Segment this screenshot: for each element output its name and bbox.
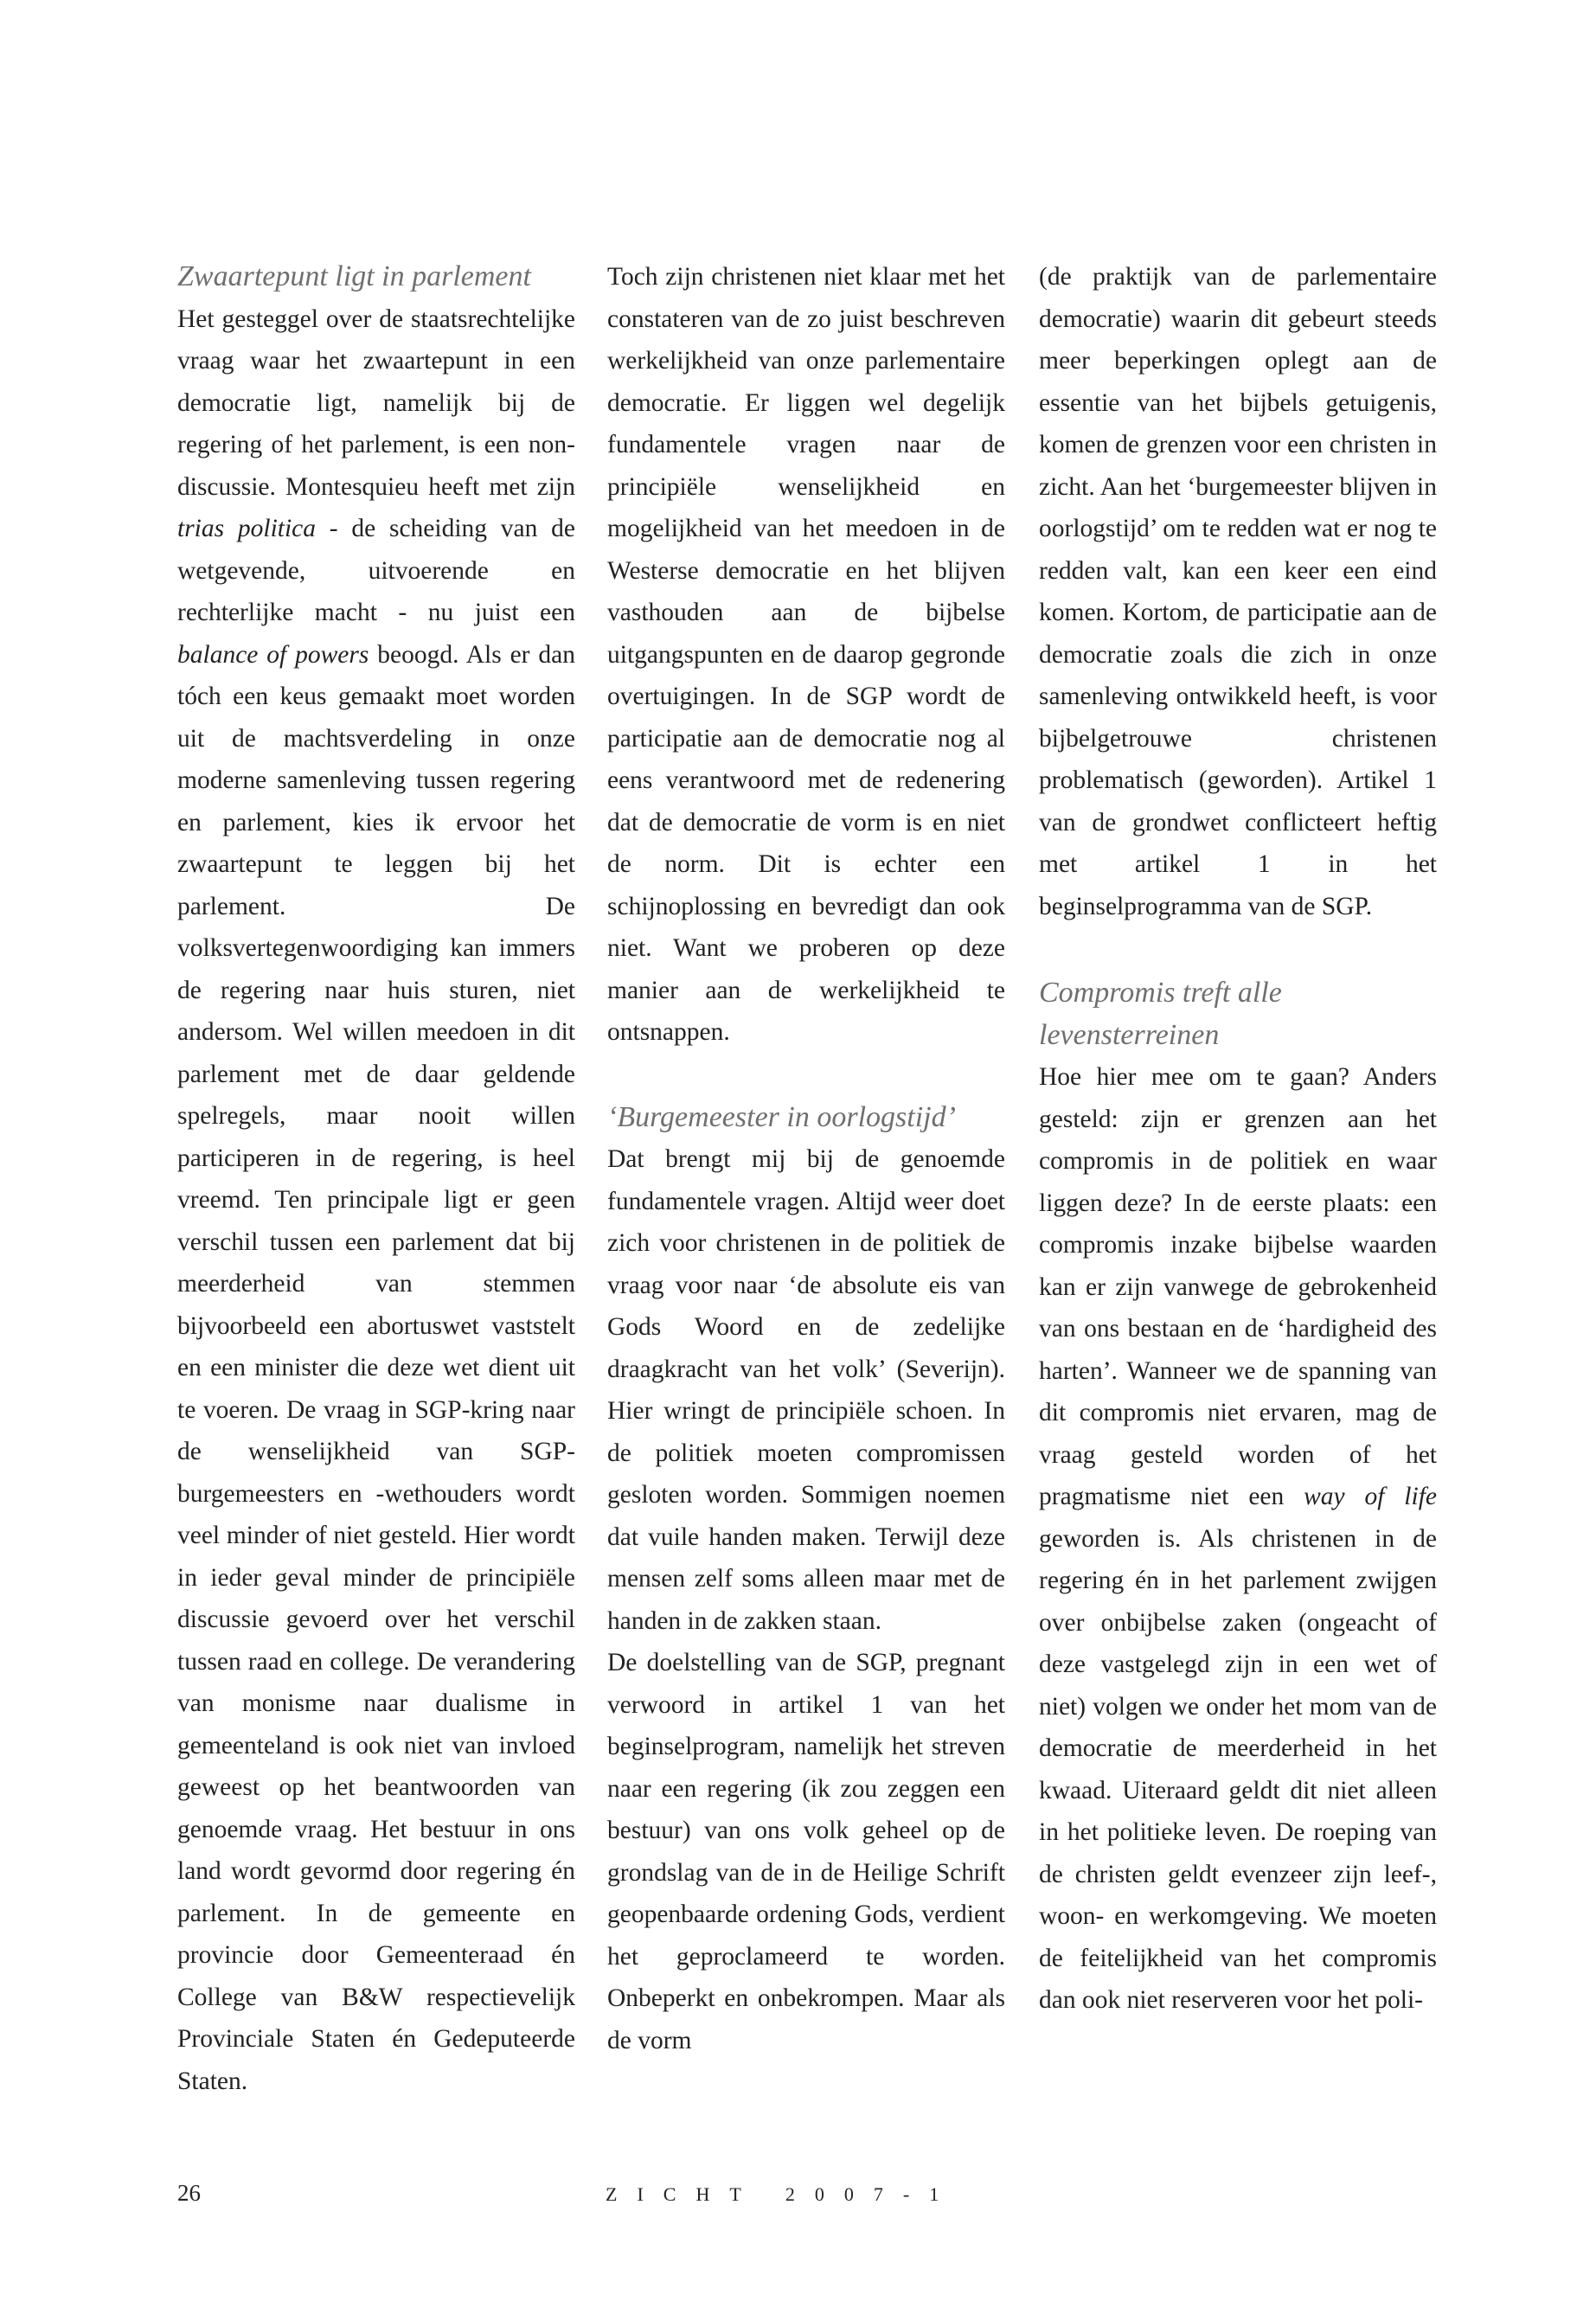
body-paragraph: (de praktijk van de parlementaire democratie) waarin dit gebeurt steeds meer beperkingen oplegt aan de essentie van het bijbels getuigenis, komen de grenzen voor een christen in zicht. Aan het ‘burgemeester blijven in oorlogstijd’ om te redden wat er nog te redden valt, kan een keer een eind komen. Kortom, de participatie aan de democratie zoals die zich in onze samenleving ontwikkeld heeft, is voor bijbelgetrouwe christenen problematisch (geworden). Artikel 1 van de grondwet conflicteert heftig met artikel 1 in het beginselprogramma van de SGP.: [1039, 263, 1437, 920]
italic-term: trias politica: [177, 515, 316, 542]
body-paragraph: Toch zijn christenen niet klaar met het constateren van de zo juist beschreven werkelijkheid van onze parlementaire democratie. Er liggen wel degelijk fundamentele vragen naar de principiële wenselijkheid en mogelijkheid van het meedoen in de Westerse democratie en het blijven vasthouden aan de bijbelse uitgangspunten en de daarop gegronde overtuigingen. In de SGP wordt de participatie aan de democratie nog al eens verantwoord met de redenering dat de democratie de vorm is en niet de norm. Dit is echter een schijnoplossing en bevredigt dan ook niet. Want we proberen op deze manier aan de werkelijkheid te ontsnappen.: [607, 263, 1005, 1046]
page-number: 26: [177, 2180, 201, 2206]
text-run: geworden is. Als christenen in de regering én in het parlement zwijgen over onbijbelse zaken (ongeacht of deze vastgelegd zijn in een wet of niet) volgen we onder het mom van de democratie de meerderheid in het kwaad. Uiteraard geldt dit niet alleen in het politieke leven. De roeping van de christen geldt evenzeer zijn leef-, woon- en werkomgeving. We moeten de feitelijkheid van het compromis dan ook niet reserveren voor het poli-: [1039, 1524, 1437, 2014]
column-2: [607, 256, 1005, 2061]
section-heading: Compromis treft alle levensterreinen: [1039, 977, 1282, 1051]
section-heading: Zwaartepunt ligt in parlement: [177, 260, 531, 292]
magazine-name: ZICHT 2007-1: [606, 2183, 959, 2205]
body-paragraph: [177, 298, 575, 2103]
italic-term: balance of powers: [177, 640, 369, 669]
text-run: Het gesteggel over de staatsrechtelijke vraag waar het zwaartepunt in een democratie ligt, namelijk bij de regering of het parlement, is een non-discussie. Montesquieu heeft met zijn: [177, 304, 575, 501]
body-paragraph: Dat brengt mij bij de genoemde fundamentele vragen. Altijd weer doet zich voor christenen in de politiek de vraag voor naar ‘de absolute eis van Gods Woord en de zedelijke draagkracht van het volk’ (Severijn). Hier wringt de principiële schoen. In de politiek moeten compromissen gesloten worden. Sommigen noemen dat vuile handen maken. Terwijl deze mensen zelf soms alleen maar met de handen in de zakken staan.: [607, 1145, 1005, 1635]
body-paragraph: [1039, 1056, 1437, 2022]
section-heading: ‘Burgemeester in oorlogstijd’: [607, 1100, 956, 1133]
body-paragraph: De doelstelling van de SGP, pregnant verwoord in artikel 1 van het beginselprogram, namelijk het streven naar een regering (ik zou zeggen een bestuur) van ons volk geheel op de grondslag van de in de Heilige Schrift geopenbaarde ordening Gods, verdient het geproclameerd te worden. Onbeperkt en onbekrompen. Maar als de vorm: [607, 1649, 1005, 2054]
column-3: [1039, 256, 1437, 2022]
column-1: [177, 256, 575, 2102]
text-run: beoogd. Als er dan tóch een keus gemaakt moet worden uit de machtsverdeling in onze moderne samenleving tussen regering en parlement, kies ik ervoor het zwaartepunt te leggen bij het parlement. De volksvertegenwoordiging kan immers de regering naar huis sturen, niet andersom. Wel willen meedoen in dit parlement met de daar geldende spelregels, maar nooit willen participeren in de regering, is heel vreemd. Ten principale ligt er geen verschil tussen een parlement dat bij meerderheid van stemmen bijvoorbeeld een abortuswet vaststelt en een minister die deze wet dient uit te voeren. De vraag in SGP-kring naar de wenselijkheid van SGP-burgemeesters en -wethouders wordt veel minder of niet gesteld. Hier wordt in ieder geval minder de principiële discussie gevoerd over het verschil tussen raad en college. De verandering van monisme naar dualisme in gemeenteland is ook niet van invloed geweest op het beantwoorden van genoemde vraag. Het bestuur in ons land wordt gevormd door regering én parlement. In de gemeente en provincie door Gemeenteraad én College van B&W respectievelijk Provinciale Staten én Gedeputeerde Staten.: [177, 640, 575, 2095]
text-run: - de scheiding van de wetgevende, uitvoerende en rechterlijke macht - nu juist een: [177, 515, 575, 626]
text-run: Hoe hier mee om te gaan? Anders gesteld: zijn er grenzen aan het compromis in de politiek en waar liggen deze? In de eerste plaats: een compromis inzake bijbelse waarden kan er zijn vanwege de gebrokenheid van ons bestaan en de ‘hardigheid des harten’. Wanneer we de spanning van dit compromis niet ervaren, mag de vraag gesteld worden of het pragmatisme niet een: [1039, 1063, 1437, 1510]
italic-term: way of life: [1304, 1483, 1437, 1510]
